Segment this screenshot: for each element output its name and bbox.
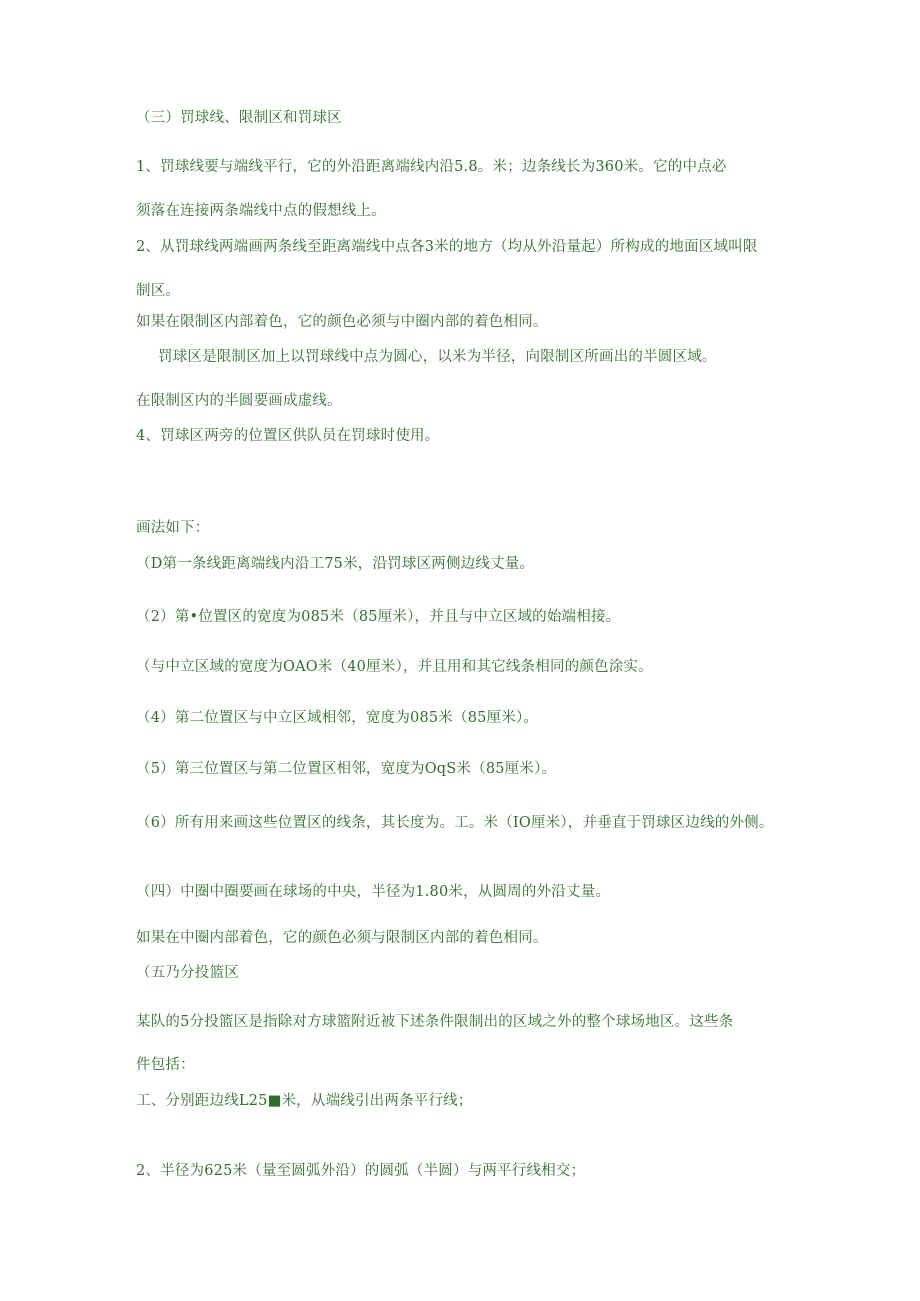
paragraph-line: 件包括：: [136, 1057, 195, 1073]
paragraph-line: 1、罚球线要与端线平行，它的外沿距离端线内沿5.8。米；边条线长为360米。它的中点必: [136, 159, 727, 175]
paragraph-line: 如果在限制区内部着色，它的颜色必须与中圈内部的着色相同。: [136, 314, 548, 330]
list-item: （5）第三位置区与第二位置区相邻，宽度为OqS米（85厘米）。: [136, 761, 557, 777]
subheading-method: 画法如下：: [136, 520, 210, 536]
list-item-wrapped: （6）所有用来画这些位置区的线条，其长度为。工。米（IO厘米），并垂直于罚球区边线的外侧。: [136, 815, 774, 831]
paragraph-line: 2、半径为625米（量至圆弧外沿）的圆弧（半圆）与两平行线相交；: [136, 1163, 586, 1179]
paragraph-line: 罚球区是限制区加上以罚球线中点为圆心，以米为半径，向限制区所画出的半圆区域。: [158, 349, 717, 365]
section-heading-free-throw: （三）罚球线、限制区和罚球区: [136, 110, 342, 126]
list-item: （D第一条线距离端线内沿工75米，沿罚球区两侧边线丈量。: [136, 556, 535, 572]
paragraph-line: 某队的5分投篮区是指除对方球篮附近被下述条件限制出的区域之外的整个球场地区。这些条: [136, 1014, 734, 1030]
paragraph-line: 在限制区内的半圆要画成虚线。: [136, 393, 342, 409]
section-heading-three-point: （五乃分投篮区: [136, 965, 239, 981]
paragraph-line: 2、从罚球线两端画两条线至距离端线中点各3米的地方（均从外沿量起）所构成的地面区域叫限: [136, 239, 758, 255]
list-item: （4）第二位置区与中立区域相邻，宽度为085米（85厘米）。: [136, 710, 539, 726]
section-heading-center-circle: （四）中圈中圈要画在球场的中央，半径为1.80米，从圆周的外沿丈量。: [136, 884, 611, 900]
paragraph-line: 如果在中圈内部着色，它的颜色必须与限制区内部的着色相同。: [136, 930, 548, 946]
paragraph-line: 须落在连接两条端线中点的假想线上。: [136, 203, 386, 219]
list-item: （与中立区域的宽度为OAO米（40厘米），并且用和其它线条相同的颜色涂实。: [136, 659, 653, 675]
paragraph-line: 制区。: [136, 283, 181, 299]
paragraph-line: 4、罚球区两旁的位置区供队员在罚球时使用。: [136, 428, 440, 444]
list-item: （2）第•位置区的宽度为085米（85厘米），并且与中立区域的始端相接。: [136, 609, 621, 625]
paragraph-line: 工、分别距边线L25■米，从端线引出两条平行线；: [136, 1093, 473, 1109]
